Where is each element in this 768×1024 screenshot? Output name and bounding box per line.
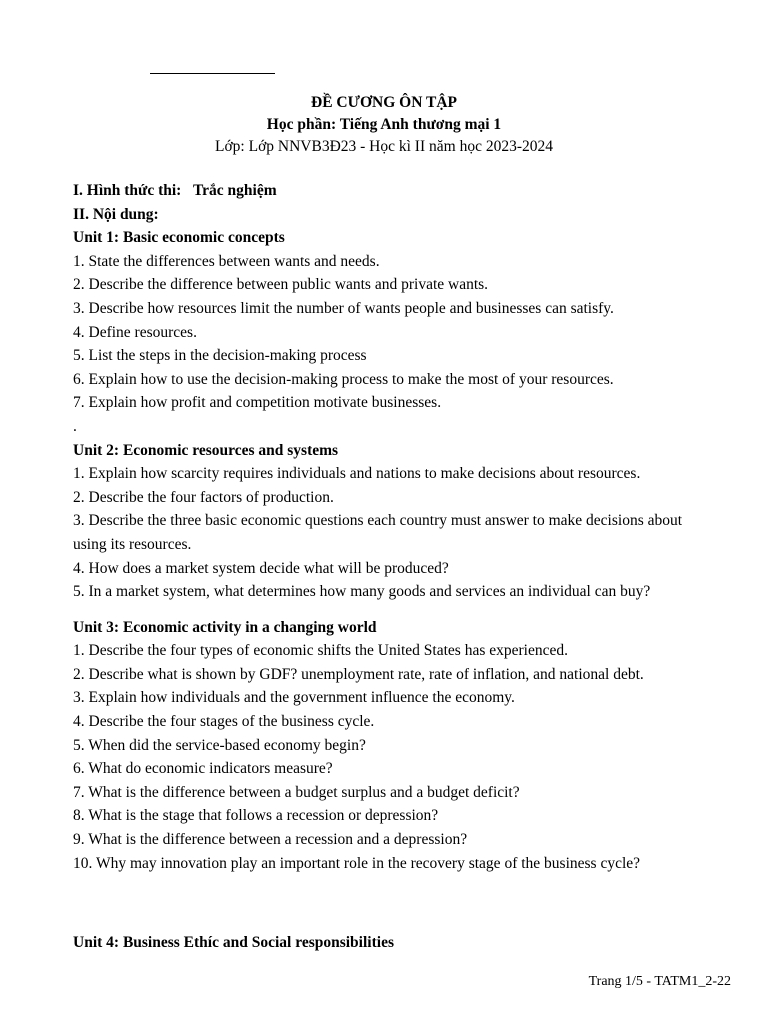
list-item: 2. Describe the four factors of production.	[73, 488, 334, 506]
header-rule	[150, 73, 275, 74]
list-item: 4. How does a market system decide what will be produced?	[73, 559, 449, 577]
list-item: 3. Describe the three basic economic questions each country must answer to make decisions about using its resources.	[73, 512, 683, 553]
list-item: 6. Explain how to use the decision-making process to make the most of your resources.	[73, 370, 614, 388]
list-item: 1. State the differences between wants and needs.	[73, 252, 380, 270]
list-item: 7. Explain how profit and competition motivate businesses.	[73, 394, 442, 412]
unit1-heading: Unit 1: Basic economic concepts	[73, 229, 285, 247]
unit4-heading: Unit 4: Business Ethíc and Social responsibilities	[73, 934, 394, 951]
list-item: 5. List the steps in the decision-making process	[73, 347, 367, 365]
list-item: 6. What do economic indicators measure?	[73, 760, 333, 778]
list-item: 1. Describe the four types of economic shifts the United States has experienced.	[73, 642, 568, 660]
list-item: 4. Describe the four stages of the business cycle.	[73, 713, 375, 731]
class-line: Lớp: Lớp NNVB3Đ23 - Học kì II năm học 2023-2024	[215, 138, 553, 155]
unit2-heading: Unit 2: Economic resources and systems	[73, 441, 339, 459]
list-item: 3. Describe how resources limit the number of wants people and businesses can satisfy.	[73, 299, 614, 317]
list-item: 8. What is the stage that follows a recession or depression?	[73, 807, 439, 825]
list-item: 9. What is the difference between a recession and a depression?	[73, 831, 468, 849]
list-item: 5. When did the service-based economy begin?	[73, 736, 366, 754]
trailing-dot: .	[73, 417, 77, 435]
exam-format-value: Trắc nghiệm	[192, 182, 277, 199]
document-header	[0, 92, 768, 158]
list-item: 1. Explain how scarcity requires individuals and nations to make decisions about resources.	[73, 465, 641, 483]
exam-format-label: I. Hình thức thi:	[73, 182, 182, 199]
list-item: 3. Explain how individuals and the government influence the economy.	[73, 689, 515, 707]
list-item: 7. What is the difference between a budget surplus and a budget deficit?	[73, 783, 520, 801]
page-footer: Trang 1/5 - TATM1_2-22	[588, 974, 731, 989]
exam-format-line	[73, 179, 713, 203]
content-label: II. Nội dung:	[73, 205, 159, 223]
list-item: 5. In a market system, what determines how many goods and services an individual can buy?	[73, 583, 651, 601]
list-item: 2. Describe what is shown by GDF? unemployment rate, rate of inflation, and national debt.	[73, 665, 644, 683]
course-subtitle: Học phần: Tiếng Anh thương mại 1	[266, 116, 502, 133]
document-title: ĐỀ CƯƠNG ÔN TẬP	[311, 94, 457, 111]
list-item: 4. Define resources.	[73, 323, 197, 341]
unit3-heading: Unit 3: Economic activity in a changing world	[73, 618, 377, 636]
list-item: 2. Describe the difference between public wants and private wants.	[73, 276, 489, 294]
spacer	[73, 604, 713, 616]
list-item: 10. Why may innovation play an important role in the recovery stage of the business cycle?	[73, 854, 641, 872]
document-body	[73, 179, 713, 875]
